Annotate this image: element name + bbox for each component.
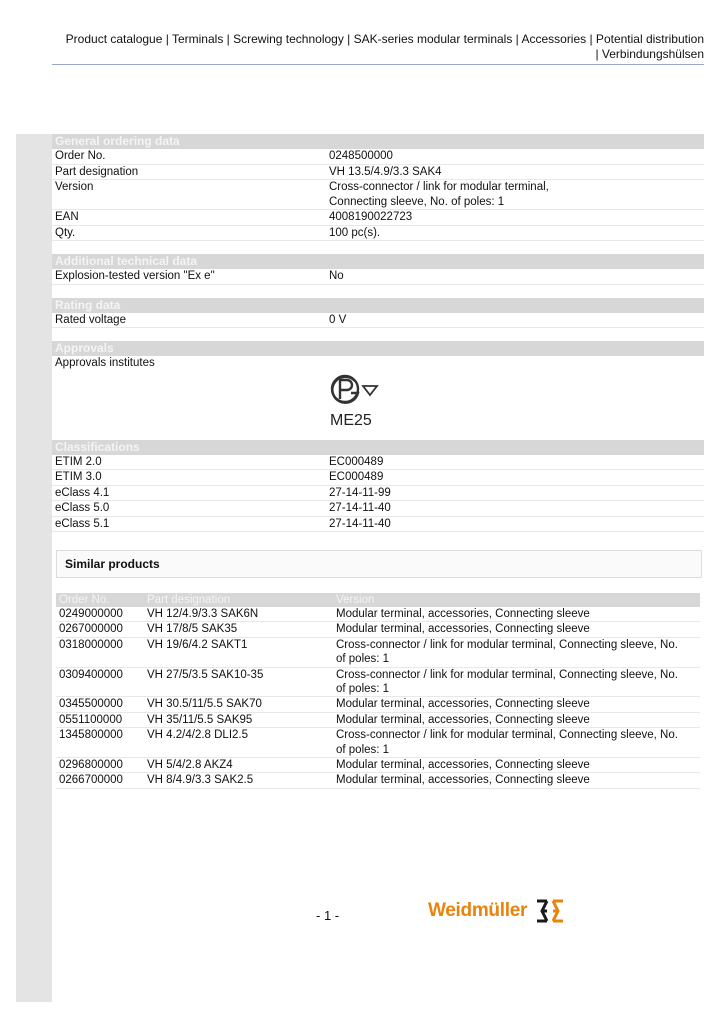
row-label: Version (55, 181, 94, 193)
order-no-cell: 1345800000 (59, 729, 123, 742)
data-row (52, 180, 704, 210)
approval-certificate-mark (52, 371, 704, 440)
row-label: eClass 4.1 (55, 486, 110, 499)
weidmuller-mark-icon (535, 898, 565, 924)
order-no-cell: 0249000000 (59, 608, 123, 620)
row-value: 27-14-11-40 (329, 517, 391, 530)
part-designation-cell: VH 8/4.9/3.3 SAK2.5 (147, 774, 254, 787)
table-row (56, 773, 700, 788)
data-row (52, 165, 704, 181)
version-cell: Modular terminal, accessories, Connecting sleeve (336, 698, 590, 711)
table-row (56, 622, 700, 637)
row-value: 0248500000 (329, 150, 393, 162)
data-row (52, 356, 704, 371)
data-row (52, 313, 704, 329)
version-line-2: of poles: 1 (336, 683, 390, 696)
version-line-2: of poles: 1 (336, 743, 390, 756)
table-row (56, 758, 700, 773)
row-value: 27-14-11-40 (329, 502, 391, 514)
section-heading-approvals: Approvals (52, 341, 704, 356)
row-label: Approvals institutes (55, 357, 155, 369)
version-cell: Modular terminal, accessories, Connecting sleeve (336, 713, 590, 726)
row-label: eClass 5.1 (55, 517, 110, 530)
table-row (56, 607, 700, 622)
column-header-order-no: Order No. (59, 594, 110, 606)
order-no-cell: 0345500000 (59, 698, 123, 711)
row-label: Rated voltage (55, 313, 126, 326)
section-heading-rating: Rating data (52, 298, 704, 313)
part-designation-cell: VH 30.5/11/5.5 SAK70 (147, 698, 262, 711)
row-value: EC000489 (329, 471, 384, 483)
part-designation-cell: VH 4.2/4/2.8 DLI2.5 (147, 729, 249, 742)
part-designation-cell: VH 35/11/5.5 SAK95 (147, 713, 253, 726)
order-no-cell: 0266700000 (59, 774, 123, 787)
row-value: 27-14-11-99 (329, 486, 391, 499)
row-value: No (329, 270, 344, 282)
order-no-cell: 0296800000 (59, 759, 123, 772)
data-row (52, 210, 704, 226)
cert-code: ME25 (330, 411, 372, 429)
version-line-1: Cross-connector / link for modular terminal, Connecting sleeve, No. (336, 668, 678, 681)
data-row (52, 470, 704, 486)
weidmuller-logo (428, 898, 565, 924)
order-no-cell: 0551100000 (59, 713, 123, 726)
data-row (52, 269, 704, 285)
row-value (329, 180, 704, 209)
data-row (52, 455, 704, 471)
part-designation-cell: VH 27/5/3.5 SAK10-35 (147, 668, 264, 681)
section-heading-general: General ordering data (52, 134, 704, 149)
row-label: ETIM 2.0 (55, 455, 102, 468)
version-cell (336, 668, 700, 697)
part-designation-cell: VH 17/8/5 SAK35 (147, 623, 238, 636)
table-header (56, 593, 700, 607)
table-row (56, 697, 700, 712)
data-row (52, 517, 704, 533)
part-designation-cell: VH 5/4/2.8 AKZ4 (147, 759, 233, 772)
part-designation-cell: VH 19/6/4.2 SAKT1 (147, 638, 248, 651)
version-cell (336, 728, 700, 757)
table-row (56, 728, 700, 758)
header-divider (52, 64, 704, 65)
part-designation-cell: VH 12/4.9/3.3 SAK6N (147, 608, 259, 620)
row-label: ETIM 3.0 (55, 471, 102, 483)
breadcrumb-line-1: Product catalogue | Terminals | Screwing technology | SAK-series modular terminals | Accessories | Potential distribution (65, 32, 704, 46)
row-label: Part designation (55, 165, 139, 178)
column-header-part-designation: Part designation (147, 594, 231, 606)
version-cell (336, 638, 700, 667)
section-heading-classifications: Classifications (52, 440, 704, 455)
row-value: 4008190022723 (329, 211, 413, 223)
similar-products-title: Similar products (65, 557, 160, 571)
row-value-line-2: Connecting sleeve, No. of poles: 1 (329, 195, 505, 208)
table-row (56, 638, 700, 668)
order-no-cell: 0267000000 (59, 623, 123, 636)
version-line-1: Cross-connector / link for modular terminal, Connecting sleeve, No. (336, 729, 678, 742)
row-value: VH 13.5/4.9/3.3 SAK4 (329, 165, 442, 178)
breadcrumb (44, 32, 704, 62)
data-row (52, 149, 704, 165)
data-row (52, 226, 704, 242)
row-label: Explosion-tested version "Ex e" (55, 270, 215, 282)
version-line-2: of poles: 1 (336, 653, 390, 666)
row-value: 0 V (329, 313, 347, 326)
breadcrumb-line-2: | Verbindungshülsen (595, 47, 704, 61)
row-value: 100 pc(s). (329, 226, 381, 239)
brand-name: Weidmüller (428, 900, 528, 921)
version-cell: Modular terminal, accessories, Connecting sleeve (336, 774, 590, 787)
row-value-line-1: Cross-connector / link for modular terminal, (329, 181, 549, 193)
table-row (56, 668, 700, 698)
similar-products-header (56, 550, 702, 578)
column-header-version: Version (336, 594, 375, 606)
version-cell: Modular terminal, accessories, Connecting sleeve (336, 623, 590, 636)
gost-r-certification-icon (329, 371, 383, 429)
product-data-sections (52, 134, 704, 532)
version-cell: Modular terminal, accessories, Connecting sleeve (336, 608, 590, 620)
row-label: Qty. (55, 226, 76, 239)
left-margin-bar (16, 134, 52, 1002)
similar-products-table (56, 593, 700, 789)
table-row (56, 713, 700, 728)
row-label: EAN (55, 211, 79, 223)
order-no-cell: 0309400000 (59, 668, 123, 681)
row-label: Order No. (55, 150, 106, 162)
version-cell: Modular terminal, accessories, Connecting sleeve (336, 759, 590, 772)
data-row (52, 486, 704, 502)
row-label: eClass 5.0 (55, 502, 110, 514)
row-value: EC000489 (329, 455, 384, 468)
version-line-1: Cross-connector / link for modular terminal, Connecting sleeve, No. (336, 638, 678, 651)
section-heading-technical: Additional technical data (52, 254, 704, 269)
data-row (52, 501, 704, 517)
page-number: - 1 - (316, 908, 340, 923)
order-no-cell: 0318000000 (59, 638, 123, 651)
